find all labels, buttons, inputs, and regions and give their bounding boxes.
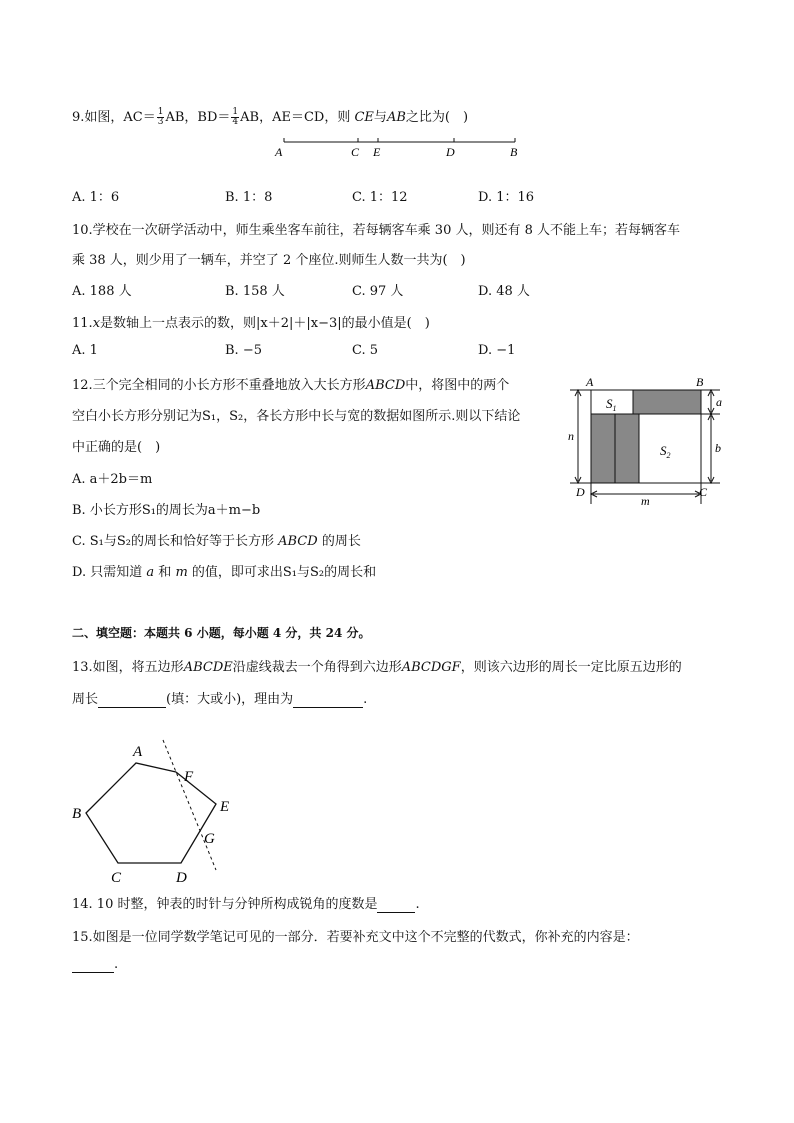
q13-post: ，则该六边形的周长一定比原五边形的 [460,660,682,675]
frac-den: 3 [157,117,164,127]
q9-stem [72,106,468,127]
q9-option-d: D. 1：16 [478,190,535,205]
label-b-vertex: B [696,375,704,389]
q11-number: 11. [72,316,93,331]
q9-option-b: B. 1：8 [225,190,273,205]
q13-line2-a: 周长 [72,692,99,707]
q14-line [72,893,420,913]
q12-optd-a: a [146,565,155,580]
q12-rectangle-figure [560,372,740,512]
frac-num: 1 [157,107,164,117]
q13-pentagon-figure [66,735,246,885]
q13-line2-b: (填：大或小)，理由为 [166,692,294,707]
label-s2 [660,443,671,460]
q15-line2 [72,957,118,973]
label-s1 [606,396,617,413]
q12-optd-m: m [175,565,188,580]
q13-line2-c: . [363,692,368,707]
q10-line1: 10.学校在一次研学活动中，师生乘坐客车前往，若每辆客车乘 30 人，则还有 8 人不能上车；若每辆客车 [72,223,681,238]
q12-abcd: ABCD [365,378,406,393]
cut-line [163,740,216,870]
q15-line1: 15.如图是一位同学数学笔记可见的一部分．若要补充文中这个不完整的代数式，你补充的内容是： [72,930,639,945]
label-d: D [446,145,455,159]
q11-option-c: C. 5 [352,343,379,358]
q9-segment-figure [270,135,530,161]
q12-optd-post: 的值，即可求出S₁与S₂的周长和 [191,565,377,580]
label-e: E [373,145,381,159]
s1-subscript: 1 [612,404,617,413]
q10-option-c: C. 97 人 [352,284,404,299]
q11-x: x [92,316,101,331]
rect-s2 [639,414,701,483]
label-b: B [72,806,82,822]
q11-option-d: D. −1 [478,343,516,358]
fraction-one-fourth [231,108,239,127]
q9-stem-part: AB，AE＝CD，则 [240,110,351,125]
answer-blank[interactable] [377,897,415,913]
q13-line2 [72,688,367,708]
q12-line1 [72,374,509,393]
label-dim-m: m [641,494,650,508]
q13-mid: 沿虚线裁去一个角得到六边形 [232,660,402,675]
q12-line3: 中正确的是( ) [72,440,161,455]
s2-subscript: 2 [666,451,671,460]
q12-optd-pre: D. 只需知道 [72,565,143,580]
answer-blank[interactable] [72,957,114,973]
q11-stem [72,312,430,331]
q9-option-c: C. 1：12 [352,190,408,205]
answer-blank[interactable] [293,692,363,708]
q12-optc-pre: C. S₁与S₂的周长和恰好等于长方形 [72,534,274,549]
q9-ab: AB [386,110,406,125]
q9-option-a: A. 1：6 [72,190,120,205]
answer-blank[interactable] [98,692,166,708]
label-a-vertex: A [586,375,594,389]
q10-option-b: B. 158 人 [225,284,285,299]
q12-option-b: B. 小长方形S₁的周长为a＋m−b [72,503,261,518]
label-c: C [351,145,360,159]
q13-abcdgf: ABCDGF [401,660,461,675]
q12-option-a: A. a＋2b＝m [72,472,153,487]
label-dim-b: b [715,441,721,455]
small-rect-left-1 [591,414,615,483]
label-a: A [275,145,283,159]
q12-optc-abcd: ABCD [278,534,318,549]
label-f: F [184,769,194,785]
s1-letter: S [606,396,613,411]
q11-option-a: A. 1 [72,343,98,358]
s2-letter: S [660,443,667,458]
q12-line1-a: 12.三个完全相同的小长方形不重叠地放入大长方形 [72,378,366,393]
small-rect-top [633,390,701,414]
label-dim-n: n [568,429,574,443]
label-d: D [176,870,187,885]
small-rect-left-2 [615,414,639,483]
label-g: G [204,831,215,847]
label-c: C [111,870,122,885]
q9-stem-part: 如图，AC＝ [84,110,156,125]
q11-option-b: B. −5 [225,343,262,358]
q10-option-a: A. 188 人 [72,284,132,299]
label-d-vertex: D [576,485,585,499]
q15-post: . [114,957,119,972]
pentagon [86,763,216,863]
frac-num: 1 [232,107,239,117]
q12-line1-b: 中，将图中的两个 [405,378,510,393]
q12-optc-post: 的周长 [321,534,361,549]
fraction-one-third [157,108,165,127]
q14-post: . [415,897,420,912]
q9-number: 9. [72,110,85,125]
q12-option-d [72,561,376,580]
label-e: E [220,799,230,815]
q9-stem-part: 之比为( ) [405,110,469,125]
label-a: A [133,744,143,760]
q9-ce: CE [354,110,374,125]
q13-pre: 13.如图，将五边形 [72,660,184,675]
q13-line1 [72,656,682,675]
q10-option-d: D. 48 人 [478,284,530,299]
q14-pre: 14. 10 时整，钟表的时针与分钟所构成锐角的度数是 [72,897,378,912]
q10-line2: 乘 38 人，则少用了一辆车，并空了 2 个座位.则师生人数一共为( ) [72,253,466,268]
q11-stem-text: 是数轴上一点表示的数，则|x＋2|＋|x−3|的最小值是( ) [100,316,430,331]
q9-stem-part: AB，BD＝ [165,110,231,125]
q9-stem-part: 与 [373,110,387,125]
label-dim-a: a [716,395,722,409]
label-c-vertex: C [699,485,708,499]
q12-line2: 空白小长方形分别记为S₁，S₂，各长方形中长与宽的数据如图所示.则以下结论 [72,409,521,424]
q12-optd-and: 和 [158,565,172,580]
label-b: B [510,145,518,159]
section-title: 二、填空题：本题共 6 小题，每小题 4 分，共 24 分。 [72,626,371,640]
q13-abcde: ABCDE [183,660,233,675]
q12-option-c [72,530,361,549]
frac-den: 4 [232,117,239,127]
